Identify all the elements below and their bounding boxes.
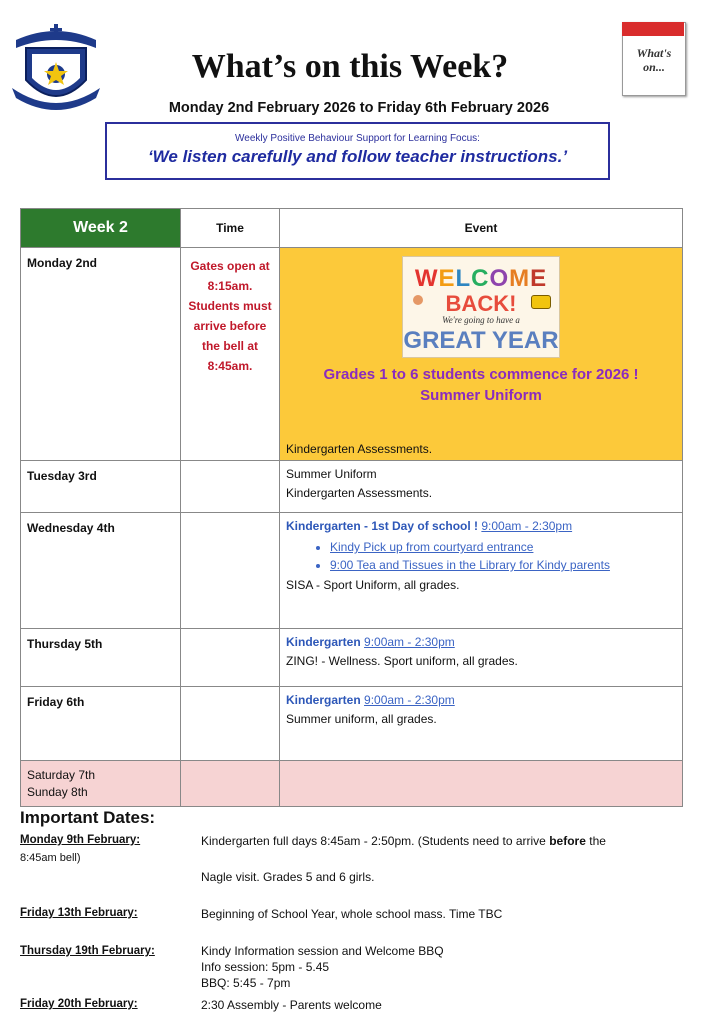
event-monday <box>280 248 683 461</box>
table-row-monday <box>21 248 683 461</box>
time-monday: Gates open at 8:15am. Students must arrive before the bell at 8:45am. <box>181 248 280 461</box>
important-date-text: 2:30 Assembly - Parents welcome <box>201 998 382 1012</box>
important-date-row <box>20 943 700 997</box>
important-date-continuation: 8:45am bell) <box>20 852 81 864</box>
important-date-row <box>20 907 700 927</box>
time-tuesday <box>181 461 280 513</box>
grades-commence-headline: Grades 1 to 6 students commence for 2026 ! Summer Uniform <box>323 366 639 404</box>
back-word: BACK! <box>445 291 517 316</box>
page-title: What’s on this Week? <box>191 48 509 85</box>
day-thursday: Thursday 5th <box>21 629 181 687</box>
time-friday <box>181 687 280 761</box>
list-item[interactable]: • Kindy Pick up from courtyard entrance <box>330 538 676 556</box>
important-date-label: Monday 9th February: <box>20 834 141 846</box>
wednesday-note: SISA - Sport Uniform, all grades. <box>286 578 460 592</box>
header-time: Time <box>181 209 280 248</box>
table-row-tuesday <box>21 461 683 513</box>
day-weekend: Saturday 7th Sunday 8th <box>21 761 181 807</box>
day-tuesday: Tuesday 3rd <box>21 461 181 513</box>
going-to-have-text: We're going to have a <box>442 315 520 325</box>
bus-icon <box>531 295 551 309</box>
wednesday-bullets <box>286 538 676 574</box>
thursday-note: ZING! - Wellness. Sport uniform, all grades. <box>286 654 518 668</box>
important-date-text: Beginning of School Year, whole school mass. Time TBC <box>201 907 503 921</box>
wednesday-title: Kindergarten - 1st Day of school ! <box>286 519 479 533</box>
important-date-label: Thursday 19th February: <box>20 945 155 957</box>
important-date-label: Friday 13th February: <box>20 907 138 919</box>
date-range: Monday 2nd February 2026 to Friday 6th February 2026 <box>168 100 550 116</box>
day-monday: Monday 2nd <box>21 248 181 461</box>
time-weekend <box>181 761 280 807</box>
event-weekend <box>280 761 683 807</box>
behaviour-focus-box <box>105 122 610 180</box>
important-dates-heading: Important Dates: <box>20 808 156 827</box>
focus-label: Weekly Positive Behaviour Support for Learning Focus: <box>235 133 480 144</box>
important-date-text: Kindy Information session and Welcome BBQ Info session: 5pm - 5.45 BBQ: 5:45 - 7pm <box>201 944 444 990</box>
time-wednesday <box>181 513 280 629</box>
friday-note: Summer uniform, all grades. <box>286 712 437 726</box>
important-date-row <box>20 834 700 894</box>
day-friday: Friday 6th <box>21 687 181 761</box>
time-thursday <box>181 629 280 687</box>
header-event: Event <box>280 209 683 248</box>
table-header-row <box>21 209 683 248</box>
important-date-label: Friday 20th February: <box>20 998 138 1010</box>
table-row-weekend <box>21 761 683 807</box>
welcome-back-image <box>402 256 560 358</box>
great-year-text: GREAT YEAR <box>403 327 559 354</box>
important-date-text: Kindergarten full days 8:45am - 2:50pm. (Students need to arrive before the <box>201 834 606 848</box>
weekly-schedule-table <box>20 208 683 807</box>
friday-title: Kindergarten <box>286 693 361 707</box>
table-row-thursday <box>21 629 683 687</box>
focus-quote: ‘We listen carefully and follow teacher instructions.’ <box>147 147 568 166</box>
event-tuesday: Summer Uniform Kindergarten Assessments. <box>280 461 683 513</box>
thursday-time-link[interactable]: 9:00am - 2:30pm <box>364 635 455 649</box>
table-row-wednesday <box>21 513 683 629</box>
important-date-row <box>20 998 700 1018</box>
calendar-badge-text: What's on... <box>636 46 672 74</box>
monday-note: Kindergarten Assessments. <box>286 442 433 456</box>
event-wednesday <box>280 513 683 629</box>
header-week: Week 2 <box>21 209 181 248</box>
wednesday-time-link[interactable]: 9:00am - 2:30pm <box>481 519 573 533</box>
thursday-title: Kindergarten <box>286 635 361 649</box>
event-friday <box>280 687 683 761</box>
friday-time-link[interactable]: 9:00am - 2:30pm <box>364 693 455 707</box>
event-thursday <box>280 629 683 687</box>
day-wednesday: Wednesday 4th <box>21 513 181 629</box>
welcome-word: WELCOME <box>414 265 548 292</box>
important-date-extra: Nagle visit. Grades 5 and 6 girls. <box>201 870 375 884</box>
list-item[interactable]: • 9:00 Tea and Tissues in the Library for Kindy parents <box>330 556 676 574</box>
table-row-friday <box>21 687 683 761</box>
